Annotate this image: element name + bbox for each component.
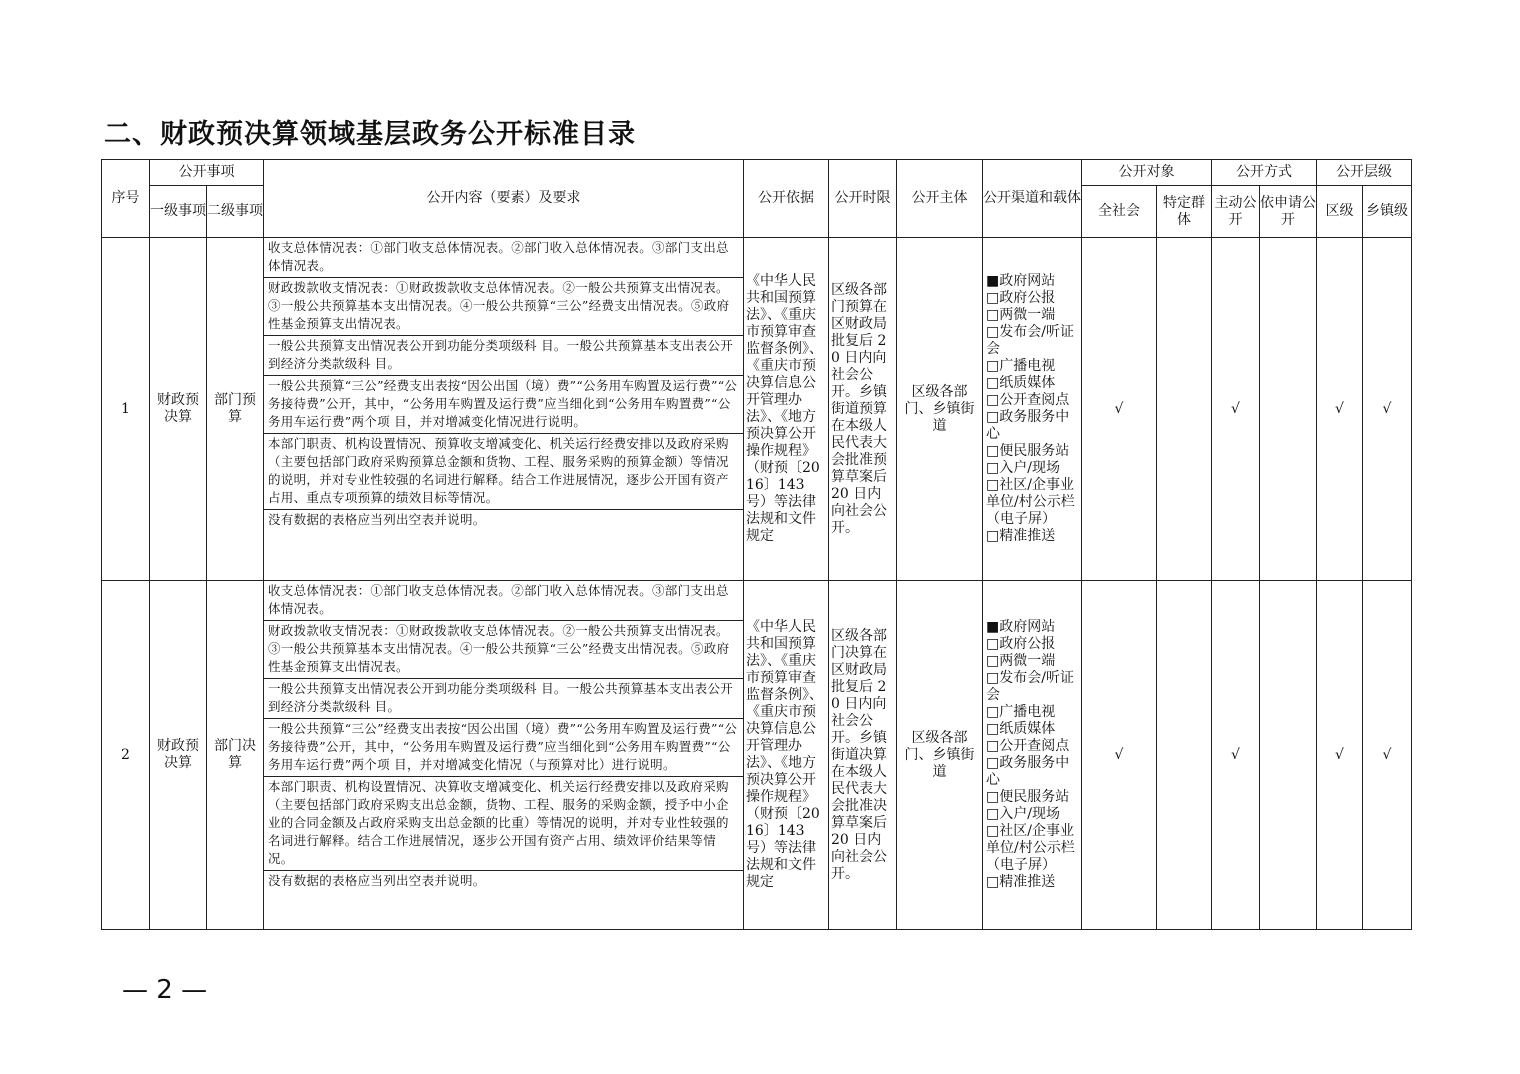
row-level1: 财政预决算 (150, 581, 207, 930)
row-subject: 区级各部门、乡镇街道 (897, 581, 983, 930)
check-method-request (1260, 238, 1317, 581)
header-subject: 公开主体 (897, 160, 983, 238)
channel-item: □便民服务站 (986, 789, 1070, 805)
channel-item: （电子屏） (986, 511, 1056, 527)
row-level2: 部门预算 (207, 238, 264, 581)
check-audience-specific (1157, 581, 1212, 930)
channel-item: □发布会/听证会 (986, 670, 1074, 703)
content-item: 一般公共预算“三公”经费支出表按“因公出国（境）费”“公务用车购置及运行费”“公务接待费”公开，其中，“公务用车购置及运行费”应当细化到“公务用车购置费”“公务用车运行费”两个项 目，并对增减变化情况进行说明。 (264, 376, 743, 434)
check-level-district: √ (1317, 238, 1363, 581)
channel-item: □公开查阅点 (986, 738, 1070, 754)
check-level-town: √ (1363, 581, 1412, 930)
channel-item: □政务服务中心 (986, 409, 1070, 442)
channel-item: □公开查阅点 (986, 392, 1070, 408)
content-item: 财政拨款收支情况表：①财政拨款收支总体情况表。②一般公共预算支出情况表。③一般公共预算基本支出情况表。④一般公共预算“三公”经费支出情况表。⑤政府性基金预算支出情况表。 (264, 278, 743, 336)
channel-item: □广播电视 (986, 358, 1056, 374)
channel-item: □纸质媒体 (986, 375, 1056, 391)
channel-item: □精准推送 (986, 528, 1056, 544)
channel-item: □纸质媒体 (986, 721, 1056, 737)
content-item: 没有数据的表格应当列出空表并说明。 (268, 873, 486, 888)
row-channels (983, 581, 1082, 930)
channel-item: ■政府网站 (986, 619, 1056, 635)
channel-item: （电子屏） (986, 857, 1056, 873)
row-basis: 《中华人民共和国预算法》、《重庆市预算审查监督条例》、《重庆市预决算信息公开管理办法》、《地方预决算公开操作规程》（财预〔2016〕143 号）等法律法规和文件规定 (744, 581, 829, 930)
row-time-limit: 区级各部门决算在区财政局批复后 20 日内向社会公开。乡镇街道决算在本级人民代表大会批准决算草案后 20 日内向社会公开。 (829, 581, 897, 930)
row-channels (983, 238, 1082, 581)
channel-item: □两微一端 (986, 307, 1056, 323)
catalog-table (101, 159, 1412, 930)
content-item: 财政拨款收支情况表：①财政拨款收支总体情况表。②一般公共预算支出情况表。③一般公共预算基本支出情况表。④一般公共预算“三公”经费支出情况表。⑤政府性基金预算支出情况表。 (264, 621, 743, 679)
channel-item: □社区/企事业单位/村公示栏 (986, 823, 1075, 856)
channel-item: □政府公报 (986, 290, 1056, 306)
row-level1: 财政预决算 (150, 238, 207, 581)
row-subject: 区级各部门、乡镇街道 (897, 238, 983, 581)
channel-item: □发布会/听证会 (986, 324, 1074, 357)
header-audience-group: 公开对象 (1082, 160, 1212, 186)
channel-item: □入户/现场 (986, 806, 1060, 822)
row-content (264, 238, 744, 581)
content-item: 一般公共预算支出情况表公开到功能分类项级科 目。一般公共预算基本支出表公开到经济分类款级科 目。 (264, 679, 743, 719)
channel-item: □政务服务中心 (986, 755, 1070, 788)
header-method-request: 依申请公开 (1260, 186, 1317, 238)
channel-item: □两微一端 (986, 653, 1056, 669)
header-items-group: 公开事项 (150, 160, 264, 186)
header-basis: 公开依据 (744, 160, 829, 238)
page-title: 二、财政预决算领域基层政务公开标准目录 (104, 119, 636, 150)
page-number: — 2 — (122, 975, 208, 1005)
channel-item: □便民服务站 (986, 443, 1070, 459)
header-seq: 序号 (102, 160, 150, 238)
header-content: 公开内容（要素）及要求 (264, 160, 744, 238)
row-seq: 1 (102, 238, 150, 581)
channel-item: □政府公报 (986, 636, 1056, 652)
check-level-district: √ (1317, 581, 1363, 930)
check-audience-all: √ (1082, 238, 1157, 581)
channel-item: □入户/现场 (986, 460, 1060, 476)
header-method-group: 公开方式 (1212, 160, 1317, 186)
row-seq: 2 (102, 581, 150, 930)
table-row (102, 581, 1412, 930)
channel-item: □广播电视 (986, 704, 1056, 720)
content-item: 一般公共预算支出情况表公开到功能分类项级科 目。一般公共预算基本支出表公开到经济分类款级科 目。 (264, 336, 743, 376)
channel-item: □精准推送 (986, 874, 1056, 890)
channel-item: □社区/企事业单位/村公示栏 (986, 477, 1075, 510)
header-level-town: 乡镇级 (1363, 186, 1412, 238)
content-item: 本部门职责、机构设置情况、预算收支增减变化、机关运行经费安排以及政府采购（主要包括部门政府采购预算总金额和货物、工程、服务采购的预算金额）等情况的说明，并对专业性较强的名词进行解释。结合工作进展情况，逐步公开国有资产占用、重点专项预算的绩效目标等情况。 (264, 434, 743, 510)
row-basis: 《中华人民共和国预算法》、《重庆市预算审查监督条例》、《重庆市预决算信息公开管理办法》、《地方预决算公开操作规程》（财预〔2016〕143 号）等法律法规和文件规定 (744, 238, 829, 581)
check-audience-all: √ (1082, 581, 1157, 930)
check-method-active: √ (1212, 581, 1260, 930)
content-item: 收支总体情况表：①部门收支总体情况表。②部门收入总体情况表。③部门支出总体情况表。 (264, 238, 743, 278)
check-method-request (1260, 581, 1317, 930)
header-level2: 二级事项 (207, 186, 264, 238)
row-time-limit: 区级各部门预算在区财政局批复后 20 日内向社会公开。乡镇街道预算在本级人民代表大会批准预算草案后 20 日内向社会公开。 (829, 238, 897, 581)
header-channels: 公开渠道和载体 (983, 160, 1082, 238)
check-method-active: √ (1212, 238, 1260, 581)
header-audience-all: 全社会 (1082, 186, 1157, 238)
header-method-active: 主动公开 (1212, 186, 1260, 238)
content-item: 没有数据的表格应当列出空表并说明。 (268, 512, 486, 527)
check-level-town: √ (1363, 238, 1412, 581)
table-row (102, 238, 1412, 581)
row-content (264, 581, 744, 930)
header-time-limit: 公开时限 (829, 160, 897, 238)
header-level-group: 公开层级 (1317, 160, 1412, 186)
content-item: 收支总体情况表：①部门收支总体情况表。②部门收入总体情况表。③部门支出总体情况表。 (264, 581, 743, 621)
channel-item: ■政府网站 (986, 273, 1056, 289)
check-audience-specific (1157, 238, 1212, 581)
content-item: 一般公共预算“三公”经费支出表按“因公出国（境）费”“公务用车购置及运行费”“公务接待费”公开，其中，“公务用车购置及运行费”应当细化到“公务用车购置费”“公务用车运行费”两个项 目，并对增减变化情况（与预算对比）进行说明。 (264, 719, 743, 777)
header-level-district: 区级 (1317, 186, 1363, 238)
header-level1: 一级事项 (150, 186, 207, 238)
content-item: 本部门职责、机构设置情况、决算收支增减变化、机关运行经费安排以及政府采购（主要包括部门政府采购支出总金额，货物、工程、服务的采购金额，授予中小企业的合同金额及占政府采购支出总金额的比重）等情况的说明，并对专业性较强的名词进行解释。结合工作进展情况，逐步公开国有资产占用、绩效评价结果等情况。 (264, 777, 743, 871)
header-audience-specific: 特定群体 (1157, 186, 1212, 238)
row-level2: 部门决算 (207, 581, 264, 930)
